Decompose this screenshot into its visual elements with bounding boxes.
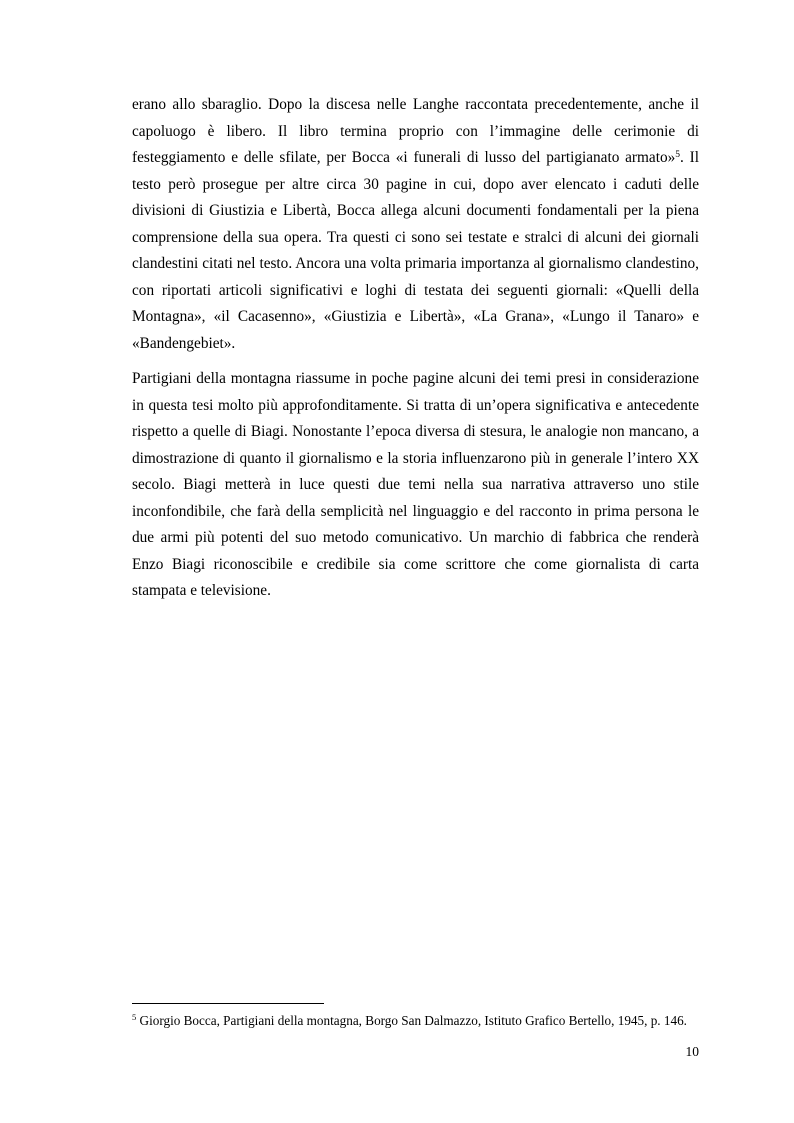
footnote [132, 1012, 702, 1029]
body-text [132, 92, 699, 605]
footnote-text: Giorgio Bocca, Partigiani della montagna, Borgo San Dalmazzo, Istituto Grafico Bertello, 1945, p. 146. [136, 1013, 687, 1028]
paragraph-1 [132, 92, 699, 357]
paragraph-2: Partigiani della montagna riassume in poche pagine alcuni dei temi presi in considerazione in questa tesi molto più approfonditamente. Si tratta di un’opera significativa e antecedente rispetto a quelle di Biagi. Nonostante l’epoca diversa di stesura, le analogie non mancano, a dimostrazione di quanto il giornalismo e la storia influenzarono più in generale l’intero XX secolo. Biagi metterà in luce questi due temi nella sua narrativa attraverso uno stile inconfondibile, che farà della semplicità nel linguaggio e del racconto in prima persona le due armi più potenti del suo metodo comunicativo. Un marchio di fabbrica che renderà Enzo Biagi riconoscibile e credibile sia come scrittore che come giornalista di carta stampata e televisione. [132, 370, 699, 599]
footnote-number: 5 [132, 1011, 137, 1022]
paragraph-1-continuation: . Il testo però prosegue per altre circa 30 pagine in cui, dopo aver elencato i caduti delle divisioni di Giustizia e Libertà, Bocca allega alcuni documenti fondamentali per la piena comprensione della sua opera. Tra questi ci sono sei testate e stralci di alcuni dei giornali clandestini citati nel testo. Ancora una volta primaria importanza al giornalismo clandestino, con riportati articoli significativi e loghi di testata dei seguenti giornali: «Quelli della Montagna», «il Cacasenno», «Giustizia e Libertà», «La Grana», «Lungo il Tanaro» e «Bandengebiet». [132, 149, 699, 352]
page-number: 10 [685, 1044, 699, 1059]
footnote-reference[interactable]: 5 [675, 149, 681, 160]
paragraph-1-text: erano allo sbaraglio. Dopo la discesa nelle Langhe raccontata precedentemente, anche il capoluogo è libero. Il libro termina proprio con l’immagine delle cerimonie di festeggiamento e delle sfilate, per Bocca «i funerali di lusso del partigianato armato» [132, 96, 699, 166]
footnote-separator [132, 1003, 324, 1004]
